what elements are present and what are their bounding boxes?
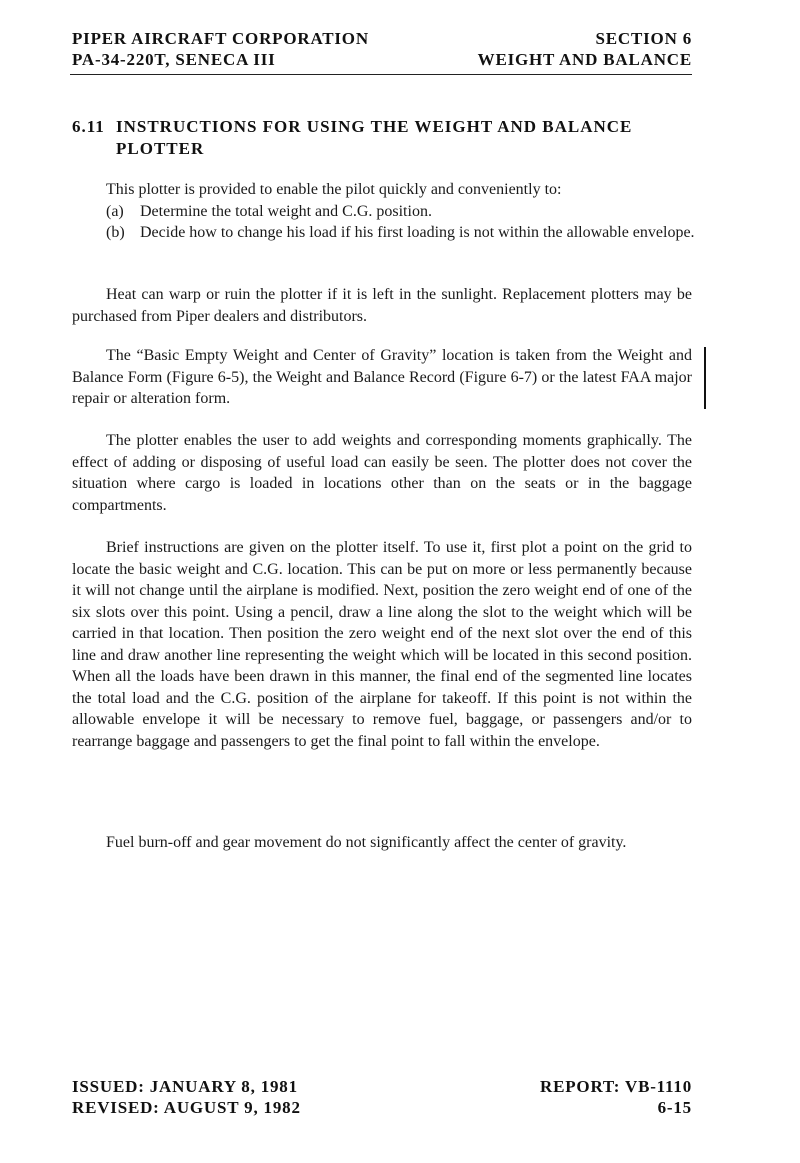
list-item-label: (b) [106,224,125,241]
list-item [106,222,696,244]
report-number: REPORT: VB-1110 [540,1077,692,1096]
issued-date: ISSUED: JANUARY 8, 1981 [72,1077,298,1096]
intro-lead: This plotter is provided to enable the pilot quickly and conveniently to: [106,181,562,198]
company-name: PIPER AIRCRAFT CORPORATION [72,29,369,48]
footer-left [72,1076,301,1118]
list-item-text: Determine the total weight and C.G. position. [140,202,432,220]
list-item [106,201,696,223]
paragraph-plotter-function: The plotter enables the user to add weights and corresponding moments graphically. The effect of adding or disposing of useful load can easily be seen. The plotter does not cover the situation where cargo is loaded in locations other than on the seats or in the baggage compartments. [72,432,692,514]
revision-change-bar [704,347,706,409]
header-left [72,28,369,70]
heading-number: 6.11 [72,117,105,136]
paragraph-basic-empty-weight: The “Basic Empty Weight and Center of Gravity” location is taken from the Weight and Balance Form (Figure 6-5), the Weight and Balance Record (Figure 6-7) or the latest FAA major repair or alteration form. [72,347,692,407]
list-item-label: (a) [106,202,124,220]
intro-block [106,179,696,244]
section-heading [72,116,697,160]
page-number: 6-15 [657,1098,692,1117]
header-divider [70,74,692,75]
paragraph-brief-instructions: Brief instructions are given on the plotter itself. To use it, first plot a point on the grid to locate the basic weight and C.G. location. This can be put on more or less permanently because it will not change until the airplane is modified. Next, position the zero weight end of one of the six slots over this point. Using a pencil, draw a line along the slot to the weight which will be carried in that location. Then position the zero weight end of the next slot over the end of this line and draw another line representing the weight which will be located in this second position. When all the loads have been drawn in this manner, the final end of the segmented line locates the total load and the C.G. position of the airplane for takeoff. If this point is not within the allowable envelope it will be necessary to remove fuel, baggage, or passengers and/or to rearrange baggage and passengers to get the final point to fall within the envelope. [72,539,692,750]
paragraph-heat: Heat can warp or ruin the plotter if it is left in the sunlight. Replacement plotters may be purchased from Piper dealers and distributors. [72,286,692,325]
section-number: SECTION 6 [595,29,692,48]
header-right [478,28,692,70]
revised-date: REVISED: AUGUST 9, 1982 [72,1098,301,1117]
paragraph-fuel-burnoff: Fuel burn-off and gear movement do not significantly affect the center of gravity. [106,834,627,851]
heading-line-1: INSTRUCTIONS FOR USING THE WEIGHT AND BALANCE [116,117,633,136]
section-name: WEIGHT AND BALANCE [477,50,692,69]
heading-line-2: PLOTTER [116,139,205,158]
aircraft-model: PA-34-220T, SENECA III [72,50,276,69]
list-item-text: Decide how to change his load if his first loading is not within the allowable envelope. [140,224,695,241]
footer-right [540,1076,692,1118]
